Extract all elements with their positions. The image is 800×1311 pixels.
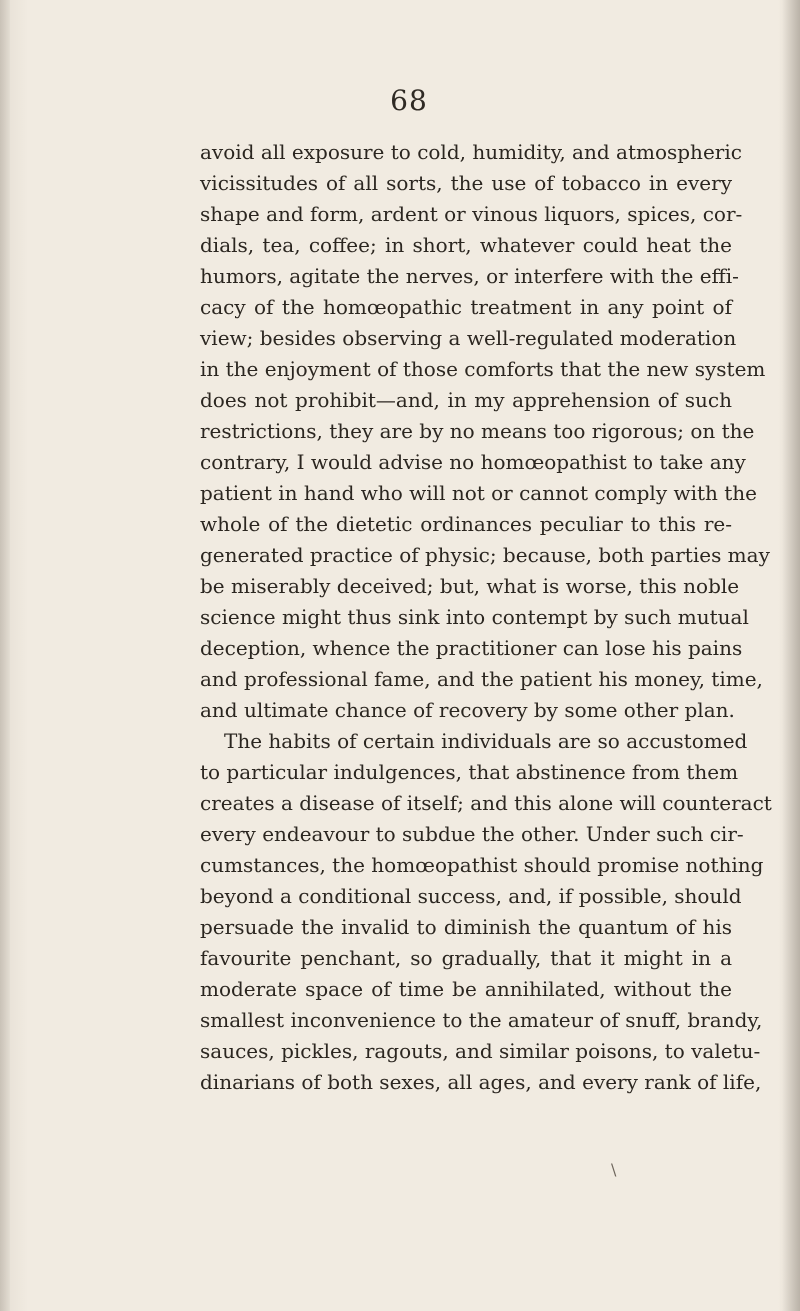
text-line: be miserably deceived; but, what is worse, this noble	[200, 574, 740, 598]
text-line: vicissitudes of all sorts, the use of tobacco in every	[200, 171, 732, 195]
text-line: whole of the dietetic ordinances peculiar to this re-	[200, 512, 732, 536]
text-line: view; besides observing a well-regulated moderation	[200, 326, 737, 350]
text-line: restrictions, they are by no means too rigorous; on the	[200, 419, 755, 443]
text-line: and ultimate chance of recovery by some other plan.	[200, 698, 735, 722]
text-line: moderate space of time be annihilated, without the	[200, 977, 732, 1001]
page-left-shadow	[0, 0, 10, 1311]
text-line: favourite penchant, so gradually, that it might in a	[200, 946, 732, 970]
text-line: avoid all exposure to cold, humidity, and atmospheric	[200, 140, 742, 164]
text-line: dinarians of both sexes, all ages, and every rank of life,	[200, 1070, 762, 1094]
text-line: beyond a conditional success, and, if possible, should	[200, 884, 742, 908]
text-line: deception, whence the practitioner can lose his pains	[200, 636, 743, 660]
text-line: science might thus sink into contempt by such mutual	[200, 605, 749, 629]
text-line: creates a disease of itself; and this alone will counteract	[200, 791, 772, 815]
footer-mark: \	[611, 1160, 617, 1179]
text-line: and professional fame, and the patient his money, time,	[200, 667, 763, 691]
body-text	[200, 137, 772, 1098]
text-line: does not prohibit—and, in my apprehension of such	[200, 388, 732, 412]
text-line: smallest inconvenience to the amateur of snuff, brandy,	[200, 1008, 763, 1032]
text-line: The habits of certain individuals are so accustomed	[224, 729, 748, 753]
text-line: patient in hand who will not or cannot comply with the	[200, 481, 758, 505]
text-line: cumstances, the homœopathist should promise nothing	[200, 853, 764, 877]
text-line: contrary, I would advise no homœopathist to take any	[200, 450, 746, 474]
page-right-shadow	[782, 0, 800, 1311]
text-line: sauces, pickles, ragouts, and similar poisons, to valetu-	[200, 1039, 761, 1063]
text-line: generated practice of physic; because, both parties may	[200, 543, 770, 567]
text-line: persuade the invalid to diminish the quantum of his	[200, 915, 732, 939]
text-line: dials, tea, coffee; in short, whatever could heat the	[200, 233, 732, 257]
text-line: shape and form, ardent or vinous liquors, spices, cor-	[200, 202, 743, 226]
text-line: cacy of the homœopathic treatment in any point of	[200, 295, 732, 319]
text-line: humors, agitate the nerves, or interfere with the effi-	[200, 264, 739, 288]
text-line: to particular indulgences, that abstinence from them	[200, 760, 739, 784]
page-number: 68	[390, 84, 428, 117]
text-line: in the enjoyment of those comforts that the new system	[200, 357, 766, 381]
text-line: every endeavour to subdue the other. Under such cir-	[200, 822, 744, 846]
